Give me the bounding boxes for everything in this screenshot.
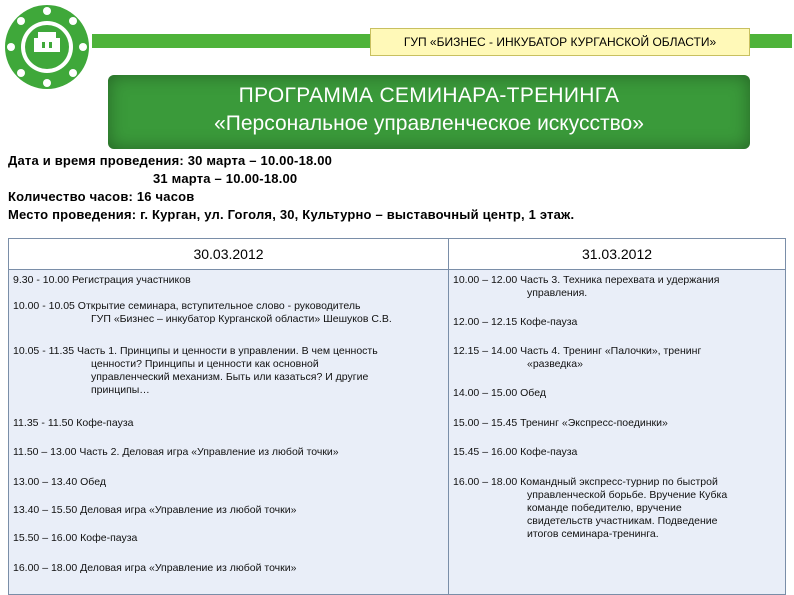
schedule-table	[8, 238, 786, 595]
day1-date: 30.03.2012	[9, 239, 448, 270]
date-line-2: 31 марта – 10.00-18.00	[153, 171, 298, 186]
schedule-item: 15.50 – 16.00 Кофе-пауза	[13, 532, 138, 544]
day2-column	[449, 239, 785, 594]
logo	[2, 2, 92, 92]
schedule-item: 13.00 – 13.40 Обед	[13, 476, 106, 488]
schedule-item: 12.00 – 12.15 Кофе-пауза	[453, 316, 578, 328]
schedule-item: 15.45 – 16.00 Кофе-пауза	[453, 446, 578, 458]
business-incubator-logo-icon	[2, 2, 92, 92]
schedule-item: 10.00 – 12.00 Часть 3. Техника перехвата и удержания управления.	[453, 274, 720, 299]
venue-line: Место проведения: г. Курган, ул. Гоголя, 30, Культурно – выставочный центр, 1 этаж.	[8, 207, 575, 222]
schedule-item: 15.00 – 15.45 Тренинг «Экспресс-поединки»	[453, 417, 668, 429]
program-title: ПРОГРАММА СЕМИНАРА-ТРЕНИНГА	[238, 84, 620, 107]
schedule-item: 16.00 – 18.00 Командный экспресс-турнир по быстрой управленческой борьбе. Вручение Кубка команде победителю, вручение свидетельств участникам. Подведение итогов семинара-тренинга.	[453, 476, 728, 540]
program-subtitle: «Персональное управленческое искусство»	[214, 112, 644, 135]
day1-column	[9, 239, 449, 594]
program-title-box	[108, 75, 750, 149]
schedule-item: 13.40 – 15.50 Деловая игра «Управление из любой точки»	[13, 504, 297, 516]
event-info	[8, 152, 574, 224]
schedule-item: 9.30 - 10.00 Регистрация участников	[13, 274, 191, 286]
day1-items	[9, 270, 448, 594]
schedule-item: 11.50 – 13.00 Часть 2. Деловая игра «Управление из любой точки»	[13, 446, 339, 458]
schedule-item: 16.00 – 18.00 Деловая игра «Управление из любой точки»	[13, 562, 297, 574]
schedule-item: 10.05 - 11.35 Часть 1. Принципы и ценности в управлении. В чем ценность ценности? Принципы и ценности как основной управленческий механизм. Быть или казаться? И другие принципы…	[13, 345, 378, 396]
hours-line: Количество часов: 16 часов	[8, 189, 195, 204]
day2-items	[449, 270, 785, 594]
schedule-item: 11.35 - 11.50 Кофе-пауза	[13, 417, 134, 429]
schedule-item: 10.00 - 10.05 Открытие семинара, вступительное слово - руководитель ГУП «Бизнес – инкубатор Курганской области» Шешуков С.В.	[13, 300, 392, 325]
schedule-item: 14.00 – 15.00 Обед	[453, 387, 546, 399]
schedule-item: 12.15 – 14.00 Часть 4. Тренинг «Палочки», тренинг «разведка»	[453, 345, 702, 370]
organization-label: ГУП «БИЗНЕС - ИНКУБАТОР КУРГАНСКОЙ ОБЛАСТИ»	[370, 28, 750, 56]
date-line: Дата и время проведения: 30 марта – 10.00-18.00	[8, 153, 333, 168]
day2-date: 31.03.2012	[449, 239, 785, 270]
